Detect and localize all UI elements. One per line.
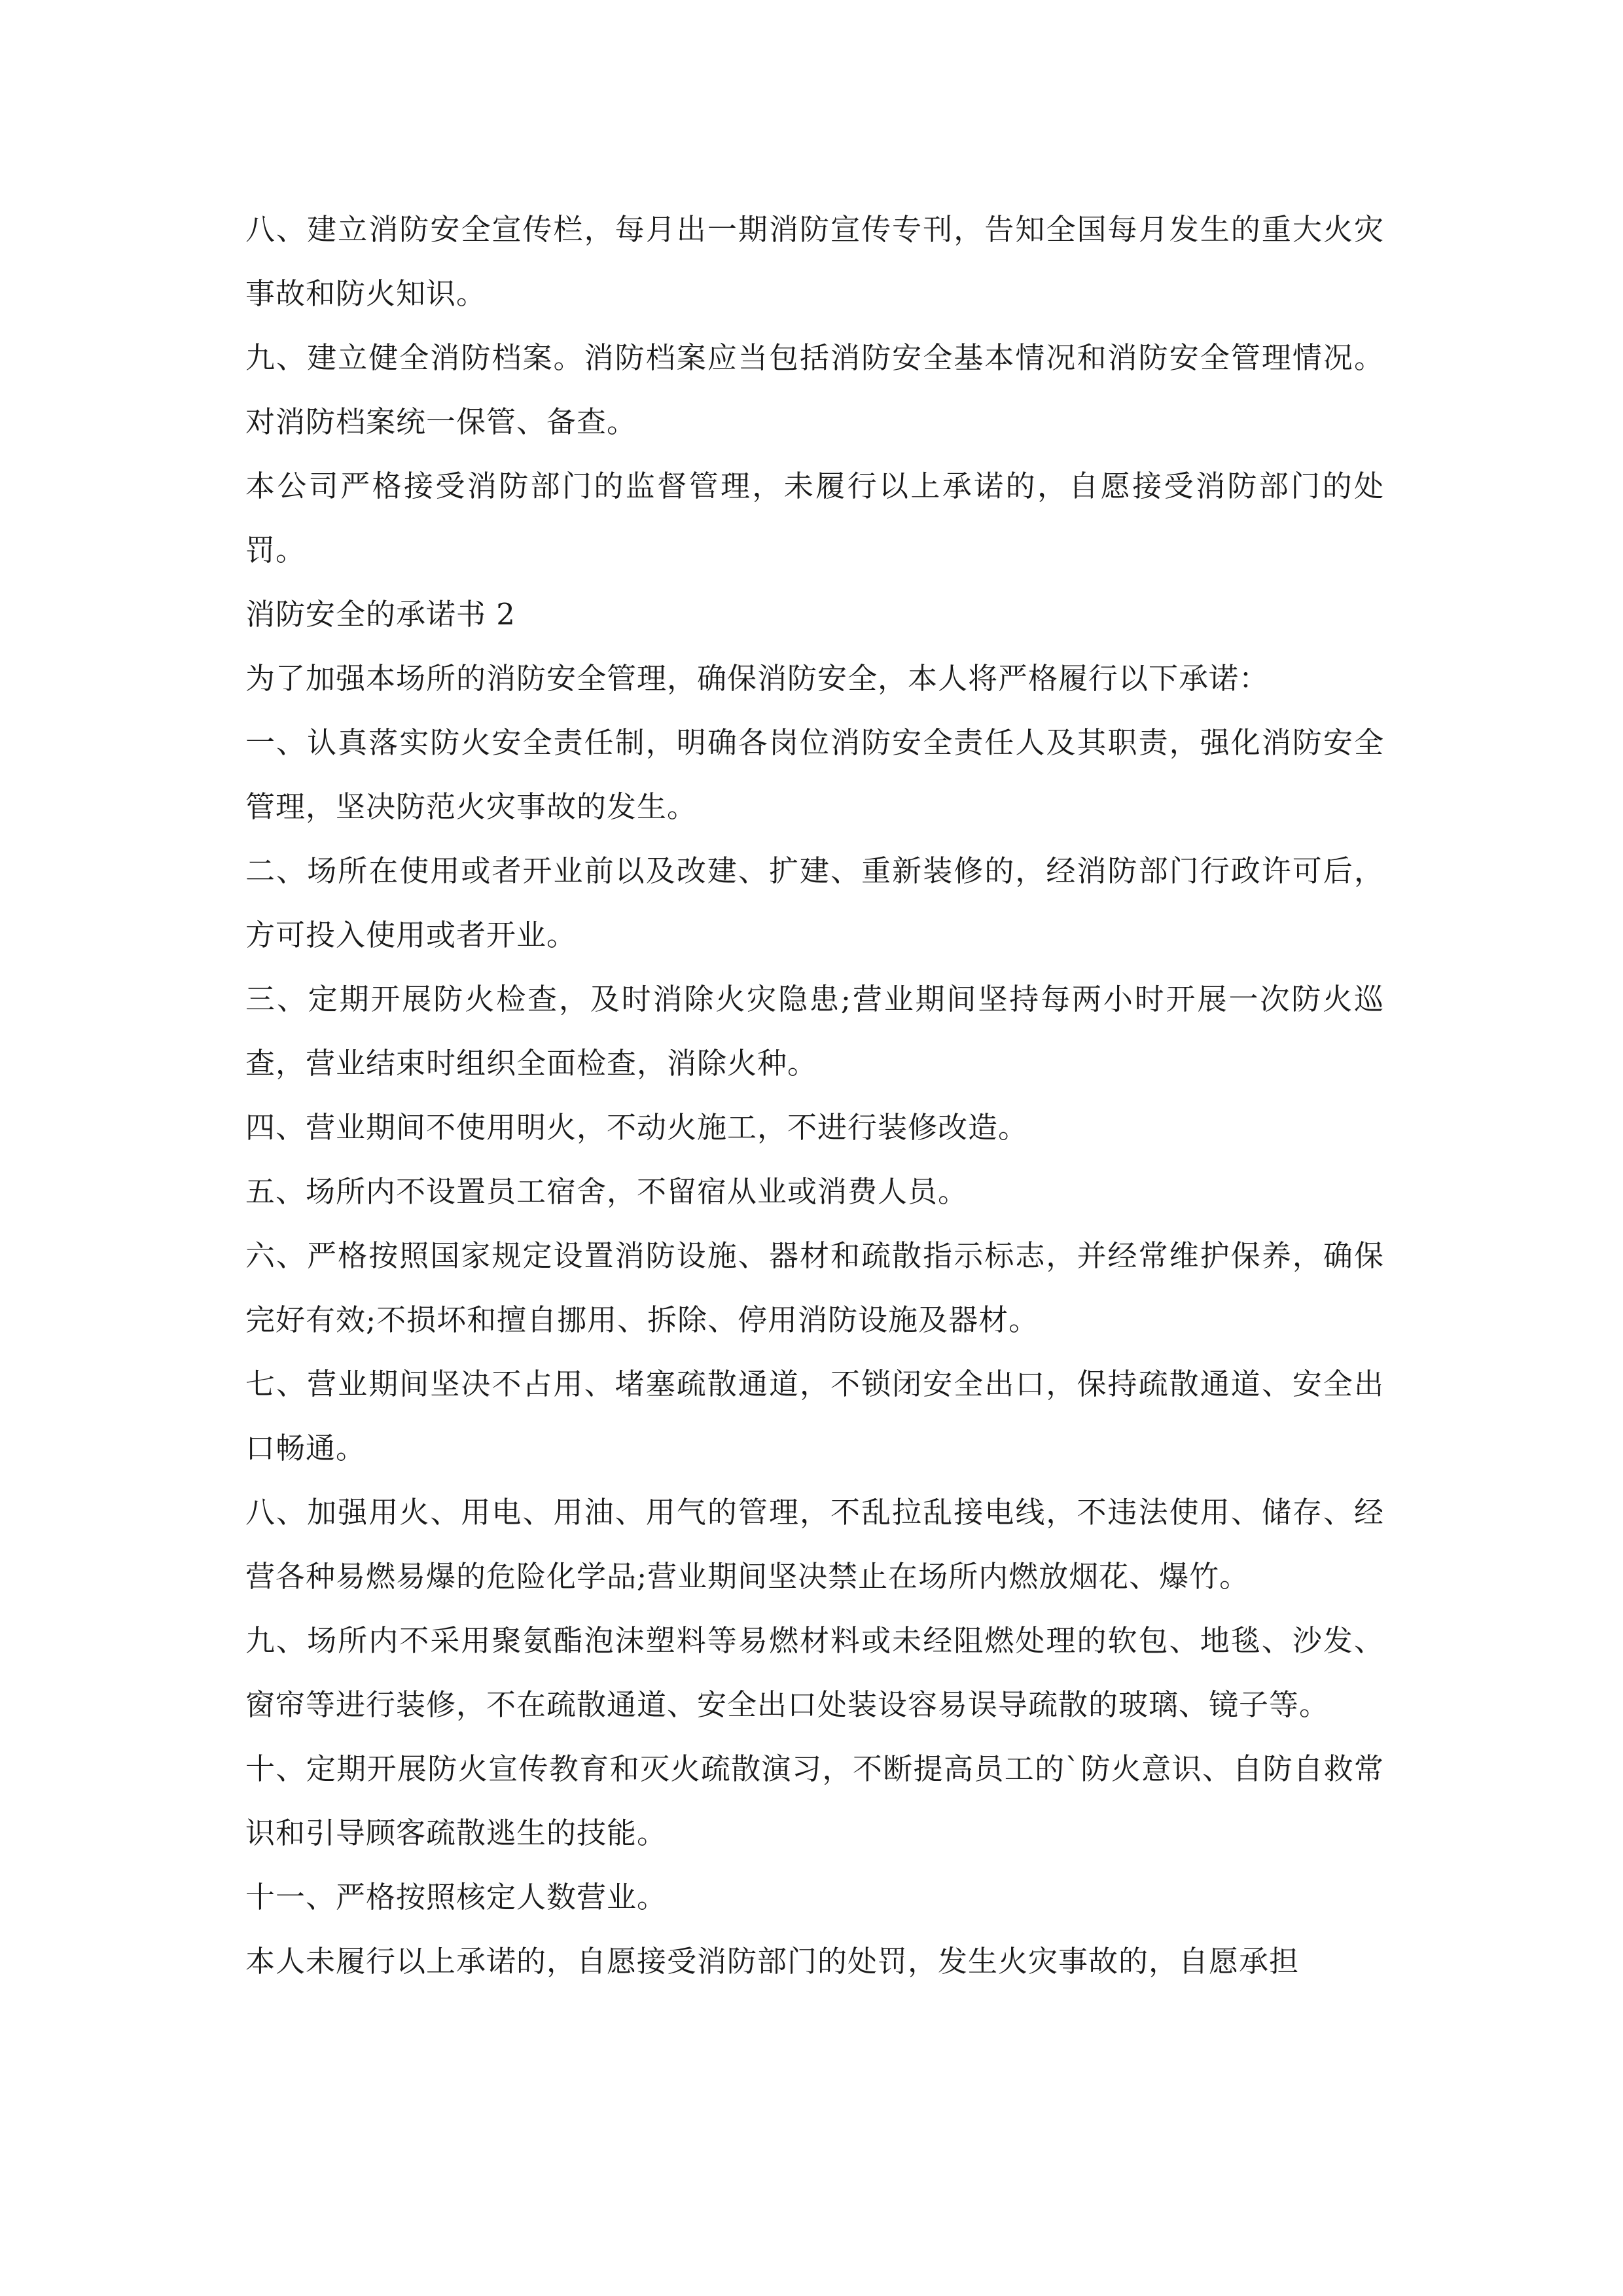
paragraph-closing: 本人未履行以上承诺的，自愿接受消防部门的处罚，发生火灾事故的，自愿承担 [245,1944,1300,1979]
paragraph-item-1: 一、认真落实防火安全责任制，明确各岗位消防安全责任人及其职责，强化消防安全管理，坚决防范火灾事故的发生。 [245,725,1384,824]
paragraph-item-9: 九、场所内不采用聚氨酯泡沫塑料等易燃材料或未经阻燃处理的软包、地毯、沙发、窗帘等进行装修，不在疏散通道、安全出口处装设容易误导疏散的玻璃、镜子等。 [245,1623,1384,1722]
paragraph-item-4: 四、营业期间不使用明火，不动火施工，不进行装修改造。 [245,1110,1029,1145]
paragraph-item-2: 二、场所在使用或者开业前以及改建、扩建、重新装修的，经消防部门行政许可后，方可投入使用或者开业。 [245,853,1384,952]
paragraph-item-11: 十一、严格按照核定人数营业。 [245,1880,668,1914]
paragraph-item-10: 十、定期开展防火宣传教育和灭火疏散演习，不断提高员工的`防火意识、自防自救常识和引导顾客疏散逃生的技能。 [245,1751,1384,1850]
paragraph-item-8-publicity: 八、建立消防安全宣传栏，每月出一期消防宣传专刊，告知全国每月发生的重大火灾事故和防火知识。 [245,212,1384,311]
paragraph-intro: 为了加强本场所的消防安全管理，确保消防安全，本人将严格履行以下承诺： [245,661,1270,696]
paragraph-item-8: 八、加强用火、用电、用油、用气的管理，不乱拉乱接电线，不违法使用、储存、经营各种易燃易爆的危险化学品;营业期间坚决禁止在场所内燃放烟花、爆竹。 [245,1495,1384,1594]
paragraph-item-5: 五、场所内不设置员工宿舍，不留宿从业或消费人员。 [245,1174,969,1209]
paragraph-item-6: 六、严格按照国家规定设置消防设施、器材和疏散指示标志，并经常维护保养，确保完好有效;不损坏和擅自挪用、拆除、停用消防设施及器材。 [245,1238,1384,1337]
document-body [245,198,1384,1994]
paragraph-company-commitment: 本公司严格接受消防部门的监督管理，未履行以上承诺的，自愿接受消防部门的处罚。 [245,469,1384,567]
paragraph-item-9-archives: 九、建立健全消防档案。消防档案应当包括消防安全基本情况和消防安全管理情况。对消防档案统一保管、备查。 [245,340,1384,439]
paragraph-item-7: 七、营业期间坚决不占用、堵塞疏散通道，不锁闭安全出口，保持疏散通道、安全出口畅通。 [245,1367,1384,1465]
section-title: 消防安全的承诺书 2 [245,597,516,632]
paragraph-item-3: 三、定期开展防火检查，及时消除火灾隐患;营业期间坚持每两小时开展一次防火巡查，营业结束时组织全面检查，消除火种。 [245,982,1384,1081]
